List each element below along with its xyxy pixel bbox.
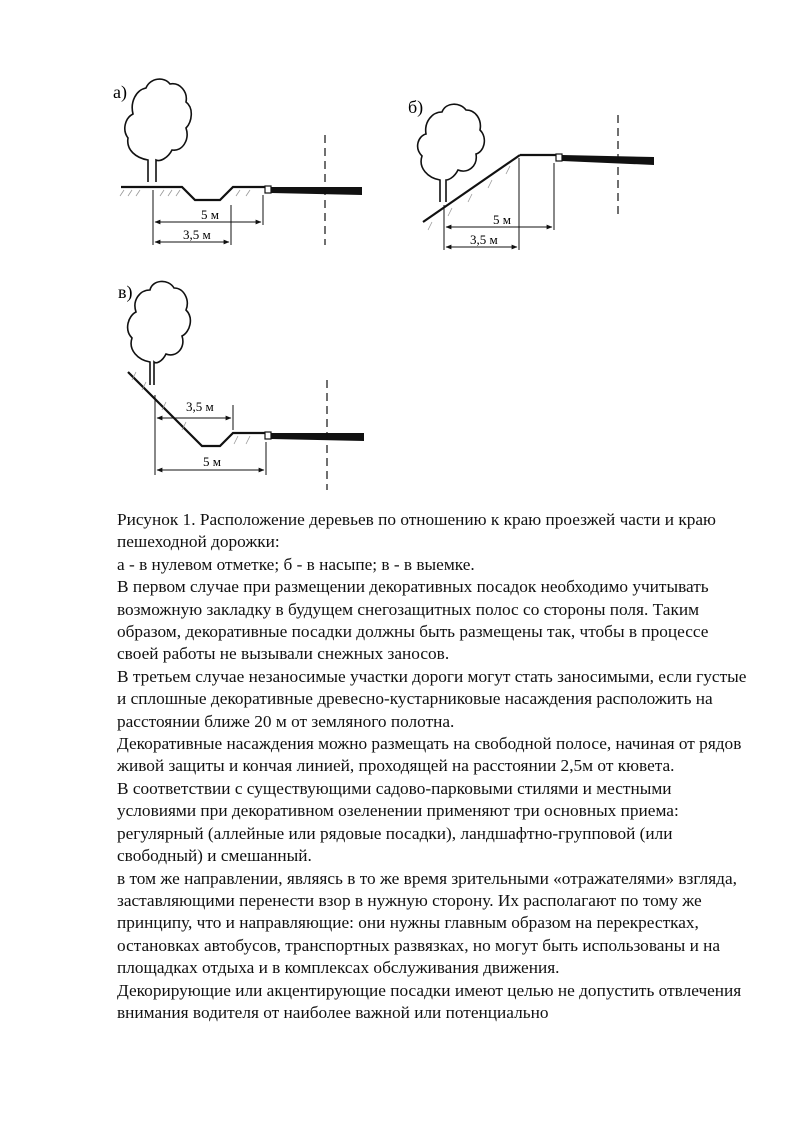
paragraph: В третьем случае незаносимые участки дороги могут стать заносимыми, если густые и сплошные декоративные древесно-кустарниковые насаждения расположить на расстоянии ближе 20 м от земляного полотна. [117,666,747,731]
paragraph: в том же направлении, являясь в то же время зрительными «отражателями» взгляда, заставляющими перенести взор в нужную сторону. Их располагают по тому же принципу, что и направляющие: они нужны главным образом на перекрестках, остановках автобусов, транспортных развязках, но могут быть использованы и на площадках отдыха и в комплексах обслуживания движения. [117,868,737,978]
tree-icon [128,281,191,385]
tree-icon [125,79,191,182]
curb [265,186,271,193]
paragraph: Декоративные насаждения можно размещать на свободной полосе, начиная от рядов живой защиты и кончая линией, проходящей на расстоянии 2,5м от кювета. [117,734,742,776]
road-surface [271,187,362,195]
curb [265,432,271,439]
panel-b-label: б) [408,97,424,117]
figure-tree-placement [0,0,800,500]
document-text [117,509,747,1024]
curb [556,154,562,161]
dim-inner-label: 3,5 м [470,232,498,247]
panel-a-label: а) [113,82,127,102]
road-surface [562,155,654,165]
panel-c-label: в) [118,282,133,302]
figure-caption-title: Рисунок 1. Расположение деревьев по отношению к краю проезжей части и краю пешеходной дорожки: [117,510,716,552]
dim-inner-label: 3,5 м [183,227,211,242]
paragraph: Декорирующие или акцентирующие посадки имеют целью не допустить отвлечения внимания водителя от наиболее важной или потенциально [117,980,742,1022]
figure-svg [0,0,800,500]
panel-c [118,281,364,490]
ground-profile [121,187,265,200]
dim-outer-label: 5 м [201,207,219,222]
dim-outer-label: 5 м [493,212,511,227]
paragraph: В соответствии с существующими садово-парковыми стилями и местными условиями при декоративном озеленении применяют три основных приема: регулярный (аллейные или рядовые посадки), ландшафтно-групповой (или свободный) и смешанный. [117,778,679,866]
figure-caption-legend: а - в нулевом отметке; б - в насыпе; в - в выемке. [117,554,475,574]
road-surface [271,433,364,441]
panel-b [408,97,654,250]
panel-a [113,79,362,245]
dim-outer-label: 5 м [203,454,221,469]
dim-inner-label: 3,5 м [186,399,214,414]
paragraph: В первом случае при размещении декоративных посадок необходимо учитывать возможную закладку в будущем снегозащитных полос со стороны поля. Таким образом, декоративные посадки должны быть размещены так, чтобы в процессе своей работы не вызывали снежных заносов. [117,577,709,664]
